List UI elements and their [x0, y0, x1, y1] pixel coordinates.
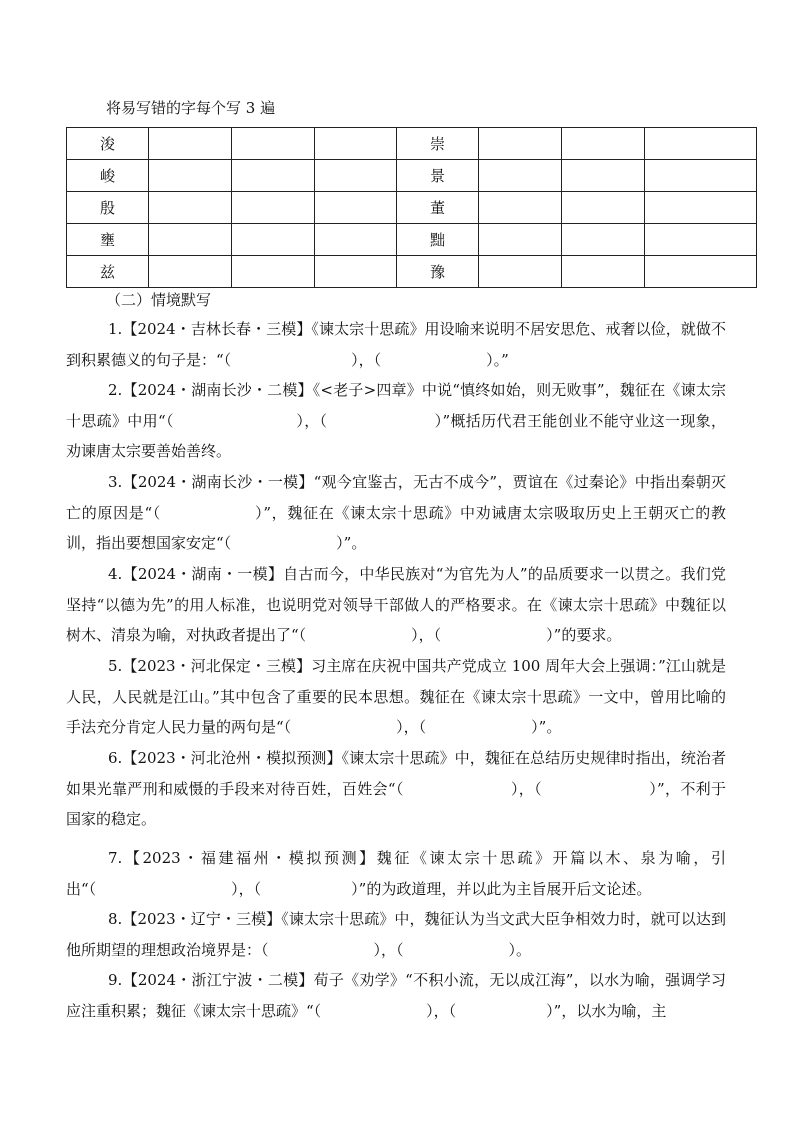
- practice-cell[interactable]: [315, 128, 397, 160]
- character-cell: 董: [397, 192, 479, 224]
- practice-cell[interactable]: [562, 128, 645, 160]
- character-cell: 黜: [397, 224, 479, 256]
- table-row: [67, 192, 757, 224]
- practice-cell[interactable]: [479, 192, 562, 224]
- practice-cell[interactable]: [232, 128, 315, 160]
- practice-cell[interactable]: [479, 128, 562, 160]
- character-cell: 壅: [67, 224, 149, 256]
- question-8: 8.【2023・辽宁・三模】《谏太宗十思疏》中，魏征认为当文武大臣争相效力时，就可以达到他所期望的理想政治境界是：（ ），（ ）。: [66, 910, 726, 959]
- practice-cell[interactable]: [149, 128, 232, 160]
- practice-cell[interactable]: [479, 160, 562, 192]
- practice-cell[interactable]: [232, 224, 315, 256]
- practice-cell[interactable]: [562, 224, 645, 256]
- character-practice-table: [66, 127, 757, 288]
- practice-cell[interactable]: [315, 256, 397, 288]
- question-3: 3.【2024・湖南长沙・一模】“观今宜鉴古，无古不成今”，贾谊在《过秦论》中指出秦朝灭亡的原因是“（ ）”，魏征在《谏太宗十思疏》中劝诫唐太宗吸取历史上王朝灭亡的教训，指出要想国家安定“（ ）”。: [66, 473, 726, 552]
- practice-cell[interactable]: [645, 128, 757, 160]
- question-9: 9.【2024・浙江宁波・二模】荀子《劝学》“不积小流，无以成江海”，以水为喻，强调学习应注重积累；魏征《谏太宗十思疏》“（ ），（ ）”，以水为喻，主: [66, 971, 726, 1020]
- character-cell: 殷: [67, 192, 149, 224]
- practice-cell[interactable]: [315, 160, 397, 192]
- practice-cell[interactable]: [232, 256, 315, 288]
- instruction-text: 将易写错的字每个写 3 遍: [106, 99, 276, 117]
- character-cell: 浚: [67, 128, 149, 160]
- question-6: 6.【2023・河北沧州・模拟预测】《谏太宗十思疏》中，魏征在总结历史规律时指出，统治者如果光靠严刑和威慑的手段来对待百姓，百姓会“（ ），（ ）”，不利于国家的稳定。: [66, 749, 726, 828]
- practice-cell[interactable]: [645, 192, 757, 224]
- question-2: 2.【2024・湖南长沙・二模】《<老子>四章》中说“慎终如始，则无败事”，魏征在《谏太宗十思疏》中用“（ ），（ ）”概括历代君王能创业不能守业这一现象，劝谏唐太宗要善始善终。: [66, 381, 726, 460]
- practice-cell[interactable]: [479, 256, 562, 288]
- practice-cell[interactable]: [232, 192, 315, 224]
- practice-cell[interactable]: [645, 256, 757, 288]
- practice-cell[interactable]: [562, 192, 645, 224]
- practice-cell[interactable]: [149, 160, 232, 192]
- section-title: （二）情境默写: [106, 291, 212, 309]
- character-cell: 峻: [67, 160, 149, 192]
- table-row: [67, 128, 757, 160]
- table-row: [67, 256, 757, 288]
- practice-cell[interactable]: [479, 224, 562, 256]
- character-cell: 豫: [397, 256, 479, 288]
- practice-cell[interactable]: [315, 192, 397, 224]
- practice-cell[interactable]: [645, 224, 757, 256]
- question-1: 1.【2024・吉林长春・三模】《谏太宗十思疏》用设喻来说明不居安思危、戒奢以俭，就做不到积累德义的句子是：“（ ），（ ）。”: [66, 320, 726, 369]
- table-row: [67, 160, 757, 192]
- practice-cell[interactable]: [149, 256, 232, 288]
- practice-cell[interactable]: [315, 224, 397, 256]
- practice-cell[interactable]: [645, 160, 757, 192]
- practice-cell[interactable]: [149, 192, 232, 224]
- question-7: 7.【2023・福建福州・模拟预测】魏征《谏太宗十思疏》开篇以木、泉为喻，引出“（ ），（ ）”的为政道理，并以此为主旨展开后文论述。: [66, 849, 726, 898]
- practice-cell[interactable]: [232, 160, 315, 192]
- character-cell: 景: [397, 160, 479, 192]
- practice-cell[interactable]: [562, 256, 645, 288]
- character-cell: 兹: [67, 256, 149, 288]
- practice-cell[interactable]: [149, 224, 232, 256]
- character-cell: 崇: [397, 128, 479, 160]
- practice-cell[interactable]: [562, 160, 645, 192]
- question-5: 5.【2023・河北保定・三模】习主席在庆祝中国共产党成立 100 周年大会上强调：”江山就是人民，人民就是江山。”其中包含了重要的民本思想。魏征在《谏太宗十思疏》一文中，曾用比喻的手法充分肯定人民力量的两句是“（ ），（ ）”。: [66, 657, 726, 736]
- question-4: 4.【2024・湖南・一模】自古而今，中华民族对“为官先为人”的品质要求一以贯之。我们党坚持“以德为先”的用人标准，也说明党对领导干部做人的严格要求。在《谏太宗十思疏》中魏征以树木、清泉为喻，对执政者提出了“（ ），（ ）”的要求。: [66, 565, 726, 644]
- table-row: [67, 224, 757, 256]
